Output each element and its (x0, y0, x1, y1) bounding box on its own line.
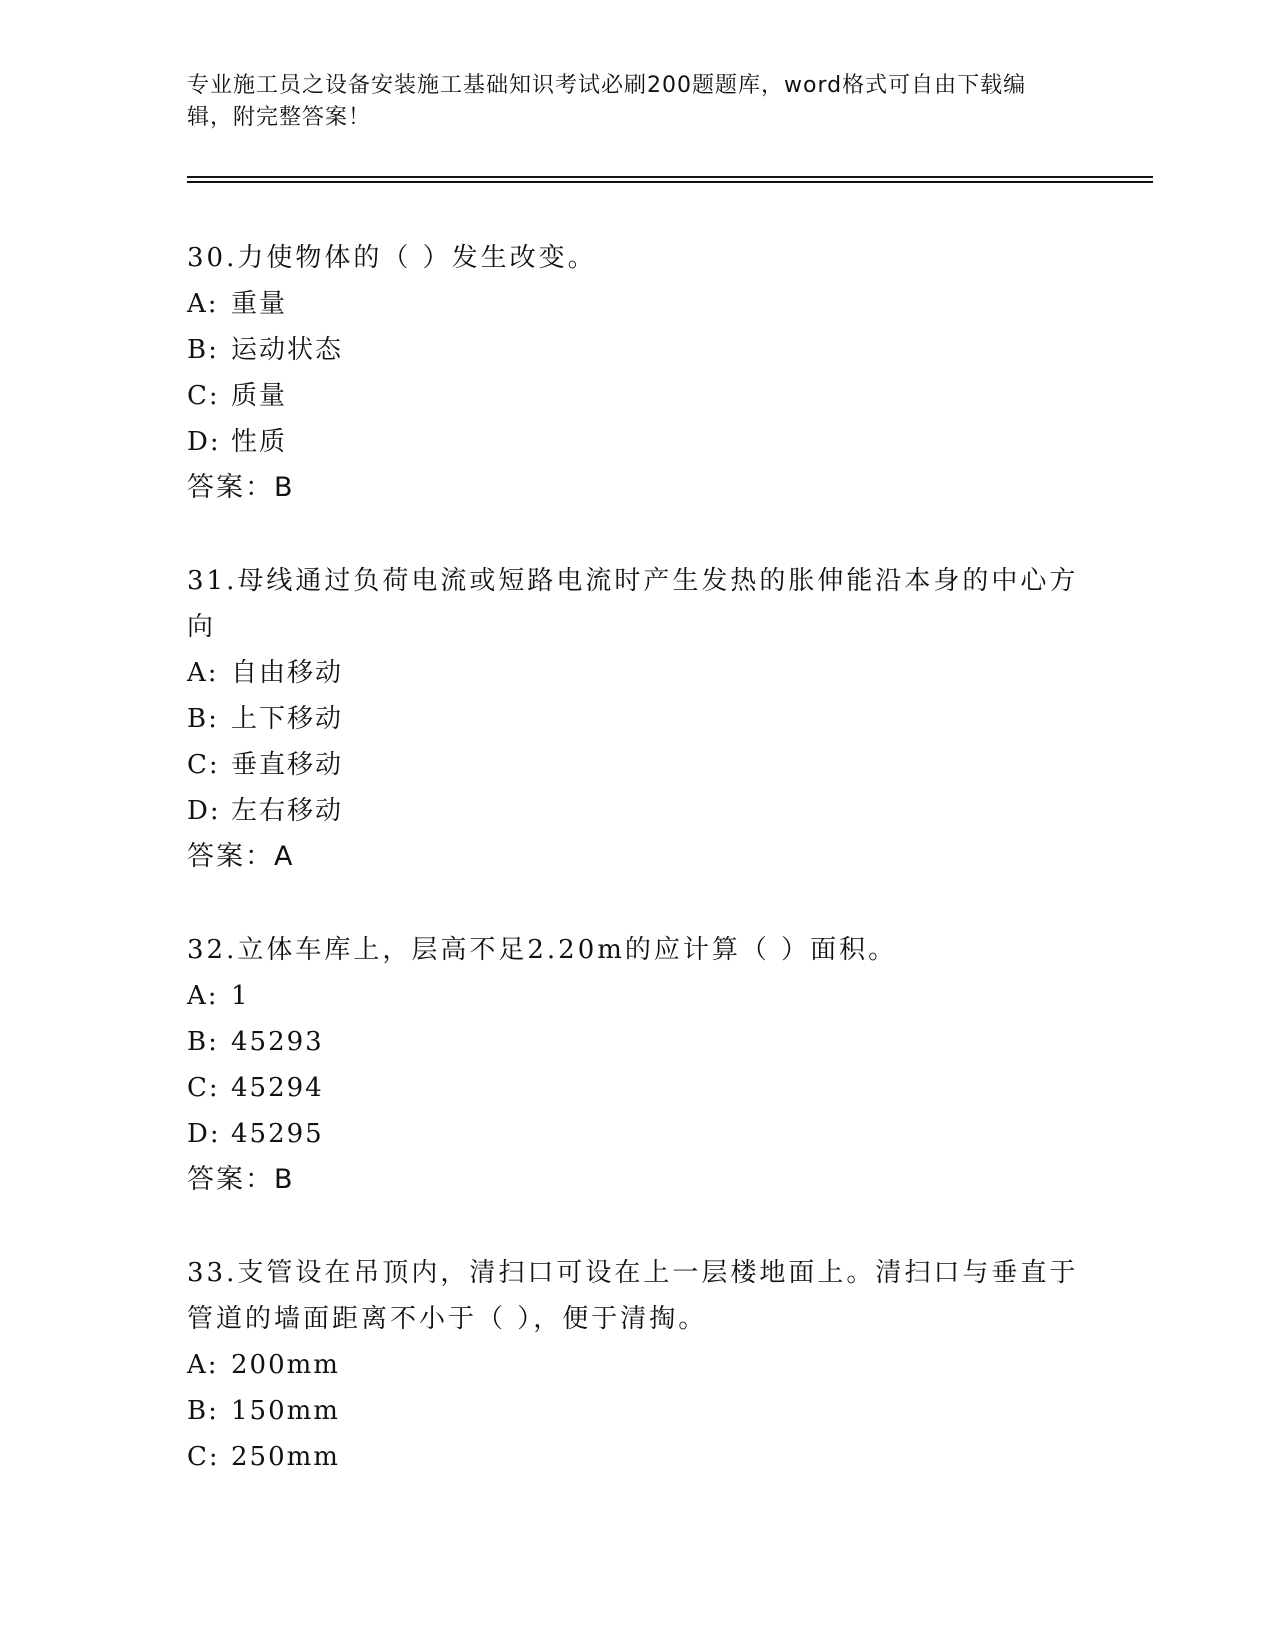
option-key: B: (187, 335, 219, 365)
option-c (187, 373, 1087, 419)
option-key: C: (187, 1073, 220, 1103)
option-text: 左右移动 (231, 796, 344, 826)
option-a (187, 650, 1087, 696)
document-title: 专业施工员之设备安装施工基础知识考试必刷200题题库，word格式可自由下载编辑，附完整答案！ (187, 73, 1027, 130)
option-text: 垂直移动 (231, 750, 344, 780)
option-b (187, 1019, 1087, 1065)
option-b (187, 1388, 1087, 1434)
question-31 (187, 558, 1087, 880)
option-c (187, 1434, 1087, 1480)
option-c (187, 742, 1087, 788)
option-text: 45294 (231, 1073, 324, 1103)
option-text: 200mm (231, 1350, 340, 1380)
option-key: A: (187, 658, 219, 688)
option-text: 自由移动 (231, 658, 344, 688)
option-text: 运动状态 (231, 335, 344, 365)
option-text: 重量 (231, 289, 288, 319)
question-list (187, 235, 1087, 1527)
option-a (187, 973, 1087, 1019)
option-key: A: (187, 1350, 219, 1380)
option-key: D: (187, 1119, 221, 1149)
question-30 (187, 235, 1087, 511)
option-a (187, 1342, 1087, 1388)
option-key: D: (187, 427, 221, 457)
option-key: C: (187, 750, 220, 780)
question-32 (187, 927, 1087, 1203)
option-text: 150mm (231, 1396, 340, 1426)
option-d (187, 1111, 1087, 1157)
option-a (187, 281, 1087, 327)
option-text: 性质 (231, 427, 288, 457)
option-key: A: (187, 981, 219, 1011)
question-33 (187, 1250, 1087, 1480)
option-key: B: (187, 1396, 219, 1426)
option-b (187, 696, 1087, 742)
option-c (187, 1065, 1087, 1111)
option-key: C: (187, 381, 220, 411)
option-key: B: (187, 1027, 219, 1057)
option-d (187, 788, 1087, 834)
question-stem: 31.母线通过负荷电流或短路电流时产生发热的胀伸能沿本身的中心方向 (187, 566, 1079, 642)
option-text: 1 (231, 981, 250, 1011)
option-d (187, 419, 1087, 465)
header-divider-bottom (187, 181, 1153, 183)
question-stem: 32.立体车库上，层高不足2.20m的应计算（ ）面积。 (187, 935, 898, 965)
answer-line: 答案：A (187, 841, 295, 872)
answer-line: 答案：B (187, 1164, 295, 1195)
option-text: 250mm (231, 1442, 340, 1472)
header-divider-top (187, 176, 1153, 178)
option-text: 上下移动 (231, 704, 344, 734)
option-key: C: (187, 1442, 220, 1472)
option-key: D: (187, 796, 221, 826)
option-key: B: (187, 704, 219, 734)
document-header (187, 70, 1067, 134)
option-key: A: (187, 289, 219, 319)
option-text: 质量 (231, 381, 288, 411)
question-stem: 30.力使物体的（ ）发生改变。 (187, 243, 597, 273)
option-b (187, 327, 1087, 373)
option-text: 45295 (231, 1119, 324, 1149)
question-stem: 33.支管设在吊顶内，清扫口可设在上一层楼地面上。清扫口与垂直于管道的墙面距离不小于（ ），便于清掏。 (187, 1258, 1079, 1334)
option-text: 45293 (231, 1027, 324, 1057)
answer-line: 答案：B (187, 472, 295, 503)
